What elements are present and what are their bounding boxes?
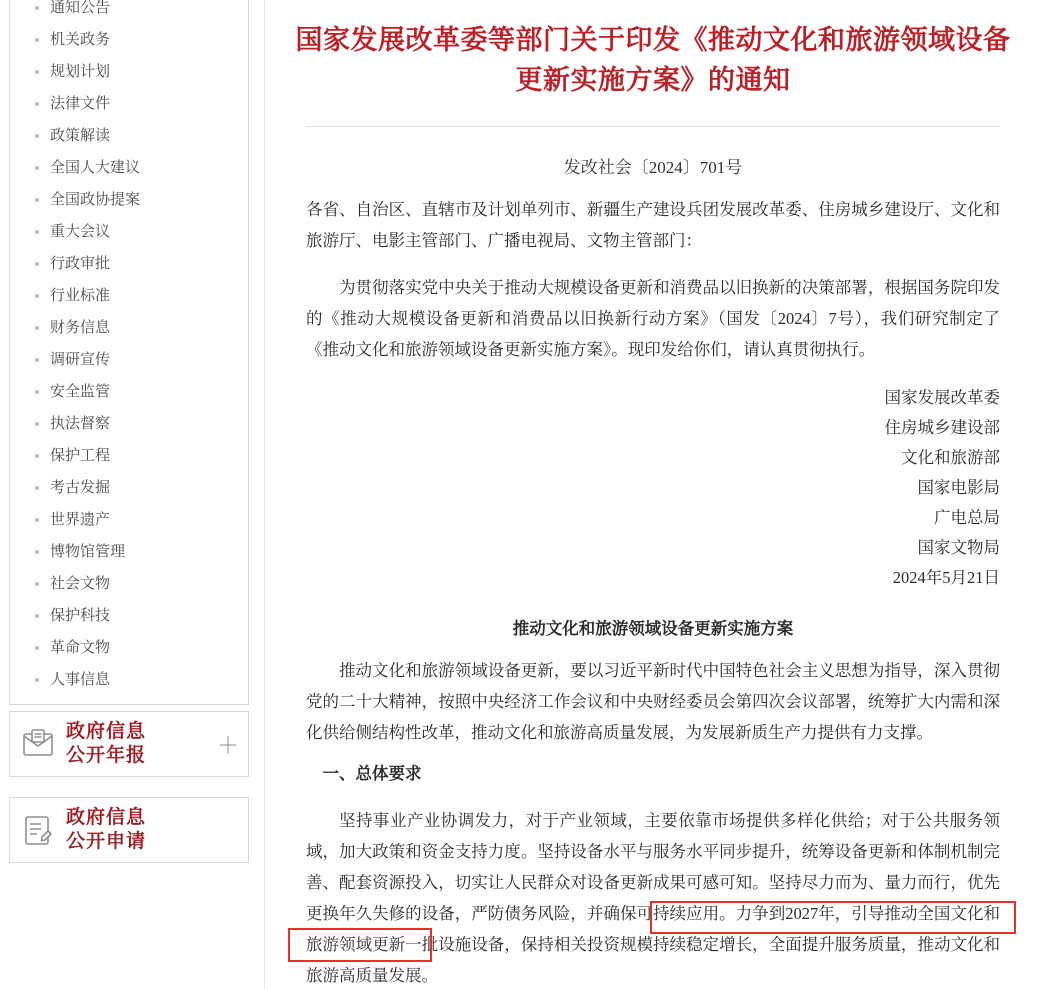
bullet-dot-icon — [35, 70, 39, 74]
government-info-annual-report-button[interactable] — [9, 711, 249, 777]
section-1-text-part-2: 保持相关投资规模持续稳定增长，全面提升服务质量，推动文化和旅游高质量发展。 — [306, 935, 1001, 985]
sidebar-item-label: 全国政协提案 — [50, 191, 141, 208]
document-number: 发改社会〔2024〕701号 — [563, 158, 743, 177]
sidebar-item-research-publicity[interactable] — [10, 344, 248, 376]
sidebar-item-label: 人事信息 — [50, 671, 111, 688]
bullet-dot-icon — [35, 454, 39, 458]
sidebar-item-label: 通知公告 — [50, 0, 111, 16]
sidebar-item-financial-information[interactable] — [10, 312, 248, 344]
bullet-dot-icon — [35, 294, 39, 298]
sidebar-item-law-enforcement-inspection[interactable] — [10, 408, 248, 440]
sidebar-item-label: 保护科技 — [50, 607, 111, 624]
sidebar-item-label: 世界遗产 — [50, 511, 111, 528]
form-pen-icon — [10, 813, 66, 847]
bullet-dot-icon — [35, 582, 39, 586]
bullet-dot-icon — [35, 614, 39, 618]
bullet-dot-icon — [35, 198, 39, 202]
body-paragraph-1: 为贯彻落实党中央关于推动大规模设备更新和消费品以旧换新的决策部署，根据国务院印发的《推动大规模设备更新和消费品以旧换新行动方案》（国发〔2024〕7号），我们研究制定了《推动文化和旅游领域设备更新实施方案》。现印发给你们，请认真贯彻执行。 — [306, 278, 1000, 359]
plan-title: 推动文化和旅游领域设备更新实施方案 — [512, 619, 794, 638]
envelope-document-icon — [10, 727, 66, 761]
sidebar-nav-box — [9, 0, 249, 705]
sidebar-item-label: 执法督察 — [50, 415, 111, 432]
application-label — [66, 806, 208, 854]
sidebar-item-label: 财务信息 — [50, 319, 111, 336]
recipients-paragraph: 各省、自治区、直辖市及计划单列市、新疆生产建设兵团发展改革委、住房城乡建设厅、文化和旅游厅、电影主管部门、广播电视局、文物主管部门： — [306, 200, 1000, 250]
sidebar-item-npc-suggestions[interactable] — [10, 152, 248, 184]
bullet-dot-icon — [35, 102, 39, 106]
sidebar-item-label: 保护工程 — [50, 447, 111, 464]
sidebar-item-label: 调研宣传 — [50, 351, 111, 368]
annual-report-label-line2: 公开年报 — [66, 745, 147, 766]
sidebar-item-safety-supervision[interactable] — [10, 376, 248, 408]
page-title: 国家发展改革委等部门关于印发《推动文化和旅游领域设备更新实施方案》的通知 — [295, 25, 1011, 95]
document-body — [288, 0, 1018, 989]
sidebar-item-protection-projects[interactable] — [10, 440, 248, 472]
sidebar-item-label: 规划计划 — [50, 63, 111, 80]
plan-intro-paragraph: 推动文化和旅游领域设备更新，要以习近平新时代中国特色社会主义思想为指导，深入贯彻党的二十大精神，按照中央经济工作会议和中央财经委员会第四次会议部署，统筹扩大内需和深化供给侧结构性改革，推动文化和旅游高质量发展，为发展新质生产力提供有力支撑。 — [306, 661, 1000, 742]
sidebar-item-label: 法律文件 — [50, 95, 111, 112]
sidebar-nav-list — [10, 0, 248, 696]
sidebar-item-cppcc-proposals[interactable] — [10, 184, 248, 216]
sidebar-item-planning[interactable] — [10, 56, 248, 88]
bullet-dot-icon — [35, 486, 39, 490]
content-divider — [264, 0, 265, 989]
sidebar-item-museum-management[interactable] — [10, 536, 248, 568]
sidebar-item-policy-interpretation[interactable] — [10, 120, 248, 152]
sidebar-item-major-meetings[interactable] — [10, 216, 248, 248]
sidebar-item-label: 重大会议 — [50, 223, 111, 240]
section-1-text-part-1: 坚持事业产业协调发力，对于产业领域，主要依靠市场提供多样化供给；对于公共服务领域，加大政策和资金支持力度。坚持设备水平与服务水平同步提升，统筹设备更新和体制机制完善、配套资源投入，切实让人民群众对设备更新成果可感可知。坚持尽力而为、量力而行，优先更换年久失修的设备，严防债务风险，并确保可持续应用。 — [306, 811, 1000, 923]
bullet-dot-icon — [35, 358, 39, 362]
sidebar-item-label: 机关政务 — [50, 31, 111, 48]
sidebar-item-social-relics[interactable] — [10, 568, 248, 600]
bullet-dot-icon — [35, 38, 39, 42]
signature-block — [288, 383, 1018, 593]
annual-report-label — [66, 720, 208, 768]
sidebar-item-world-heritage[interactable] — [10, 504, 248, 536]
bullet-dot-icon — [35, 134, 39, 138]
section-heading-1: 一、总体要求 — [322, 764, 422, 783]
application-label-line1: 政府信息 — [66, 807, 147, 828]
sidebar-item-archaeological-excavation[interactable] — [10, 472, 248, 504]
bullet-dot-icon — [35, 6, 39, 10]
sidebar-item-label: 全国人大建议 — [50, 159, 141, 176]
bullet-dot-icon — [35, 646, 39, 650]
bullet-dot-icon — [35, 390, 39, 394]
sidebar — [0, 0, 258, 989]
bullet-dot-icon — [35, 422, 39, 426]
signature-line: 国家文物局 — [917, 538, 1000, 557]
sidebar-item-protection-technology[interactable] — [10, 600, 248, 632]
bullet-dot-icon — [35, 518, 39, 522]
sidebar-item-label: 行业标准 — [50, 287, 111, 304]
sidebar-item-label: 行政审批 — [50, 255, 111, 272]
signature-line: 文化和旅游部 — [901, 448, 1000, 467]
signature-line: 国家发展改革委 — [884, 388, 1000, 407]
sidebar-item-notice[interactable] — [10, 0, 248, 24]
sidebar-item-label: 考古发掘 — [50, 479, 111, 496]
sidebar-item-label: 博物馆管理 — [50, 543, 126, 560]
sidebar-item-legal-documents[interactable] — [10, 88, 248, 120]
bullet-dot-icon — [35, 326, 39, 330]
sidebar-item-label: 社会文物 — [50, 575, 111, 592]
plus-icon[interactable]: ＋ — [216, 732, 239, 758]
sidebar-item-agency-affairs[interactable] — [10, 24, 248, 56]
bullet-dot-icon — [35, 262, 39, 266]
signature-date: 2024年5月21日 — [892, 568, 1000, 587]
sidebar-item-revolutionary-relics[interactable] — [10, 632, 248, 664]
signature-line: 住房城乡建设部 — [884, 418, 1000, 437]
title-rule — [306, 126, 1000, 127]
bullet-dot-icon — [35, 550, 39, 554]
signature-line: 国家电影局 — [917, 478, 1000, 497]
sidebar-item-industry-standards[interactable] — [10, 280, 248, 312]
sidebar-item-label: 革命文物 — [50, 639, 111, 656]
application-label-line2: 公开申请 — [66, 831, 147, 852]
signature-line: 广电总局 — [934, 508, 1000, 527]
sidebar-item-label: 政策解读 — [50, 127, 111, 144]
annual-report-label-line1: 政府信息 — [66, 721, 147, 742]
sidebar-item-label: 安全监管 — [50, 383, 111, 400]
sidebar-item-administrative-approval[interactable] — [10, 248, 248, 280]
highlighted-goal-text: 力争到2027年，引导推动全国文化和旅游领域更新一批设施设备， — [306, 904, 1001, 954]
bullet-dot-icon — [35, 230, 39, 234]
government-info-application-button[interactable] — [9, 797, 249, 863]
bullet-dot-icon — [35, 166, 39, 170]
section-1-paragraph — [306, 805, 1000, 989]
bullet-dot-icon — [35, 678, 39, 682]
sidebar-item-personnel-information[interactable] — [10, 664, 248, 696]
